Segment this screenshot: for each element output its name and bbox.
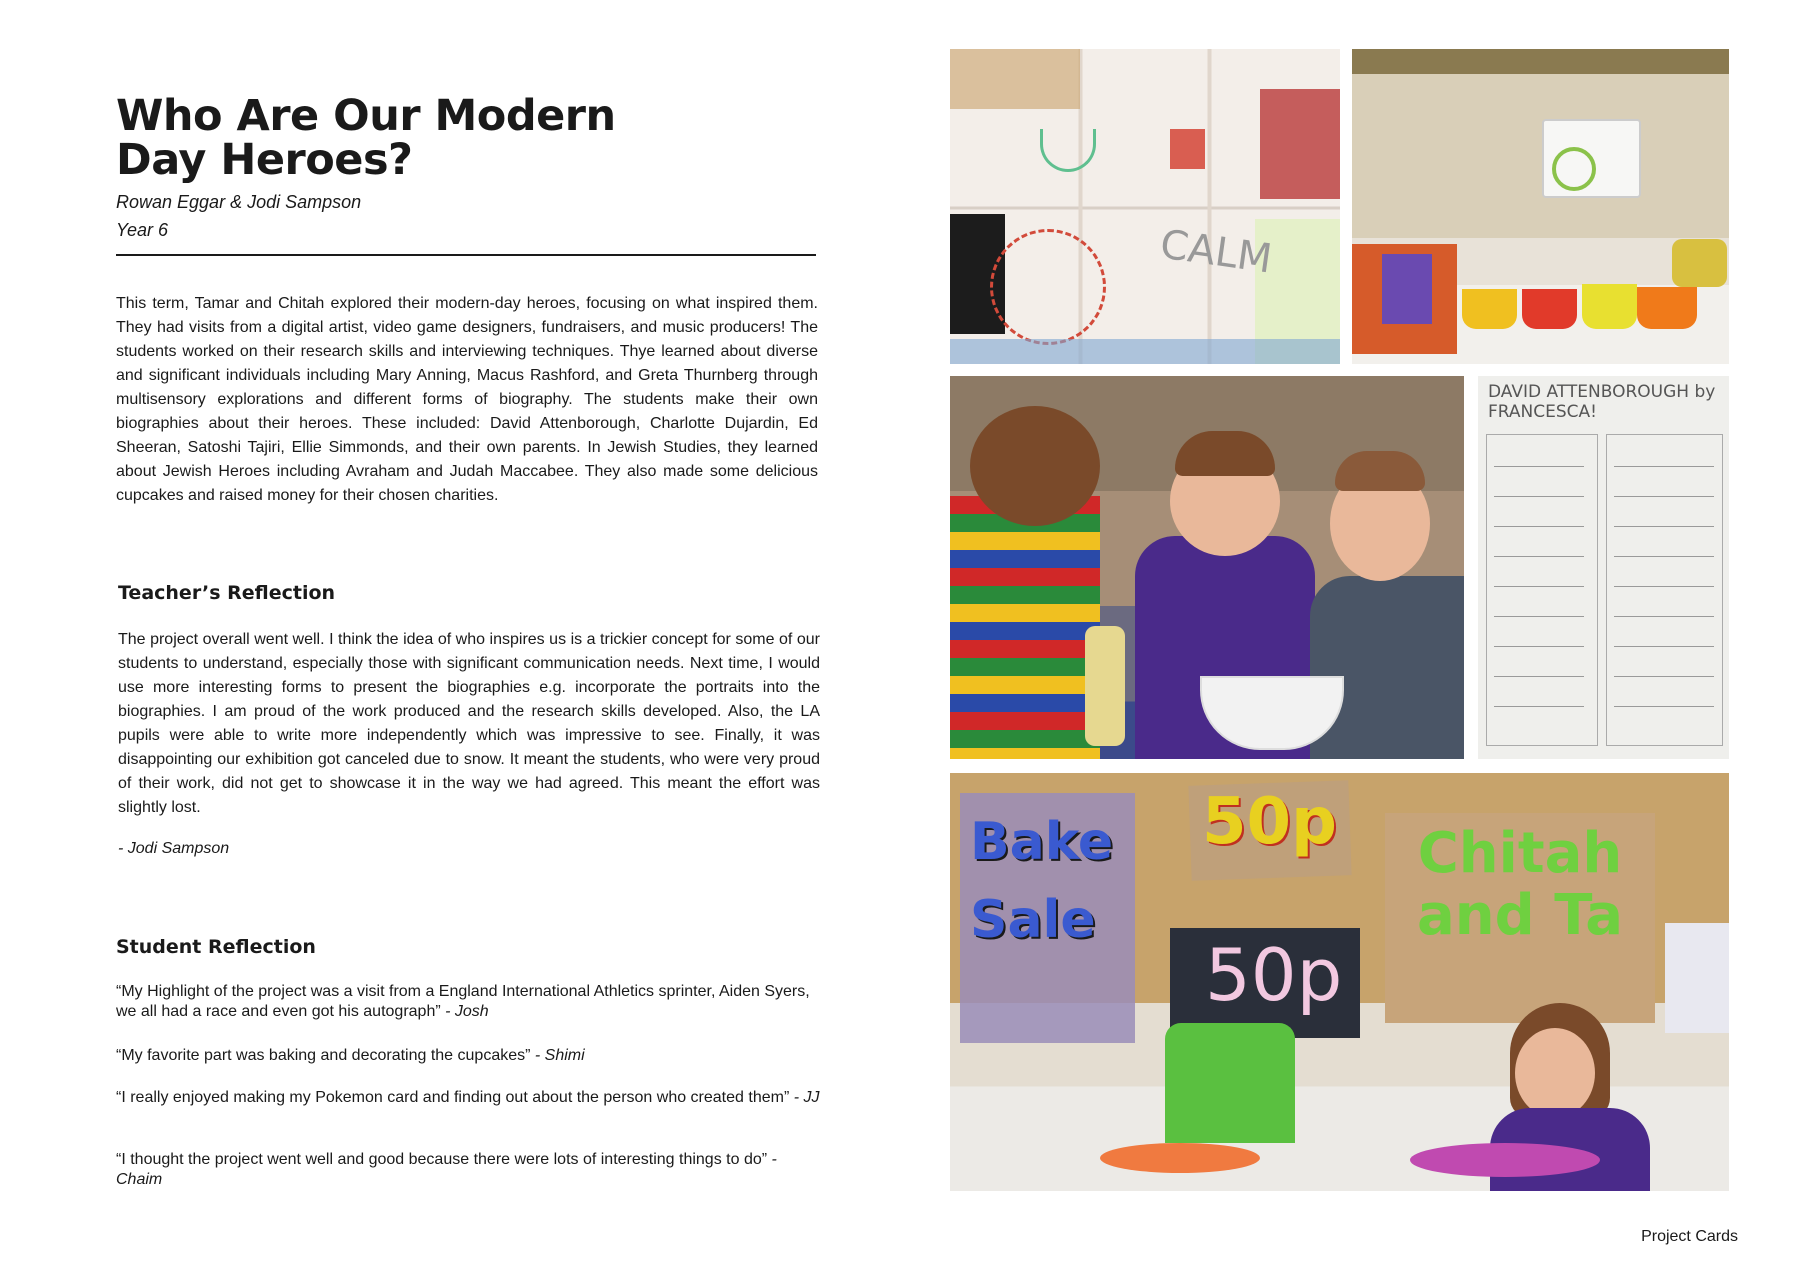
quote-text: “My favorite part was baking and decorating the cupcakes” bbox=[116, 1047, 531, 1064]
student-quote bbox=[116, 1088, 820, 1108]
quote-text: “I really enjoyed making my Pokemon card and finding out about the person who created them” bbox=[116, 1089, 790, 1106]
quote-author: - Josh bbox=[440, 1003, 489, 1020]
student-quote bbox=[116, 1150, 820, 1190]
authors: Rowan Eggar & Jodi Sampson bbox=[116, 192, 362, 212]
year-group: Year 6 bbox=[116, 220, 169, 240]
poster-title: DAVID ATTENBOROUGH by FRANCESCA! bbox=[1488, 382, 1716, 422]
intro-paragraph: This term, Tamar and Chitah explored their modern-day heroes, focusing on what inspired them. They had visits from a digital artist, video game designers, fundraisers, and music producers! The students worked on their research skills and interviewing techniques. Thye learned about diverse and significant individuals including Mary Anning, Macus Rashford, and Greta Thurnberg through multisensory explorations and different forms of biography. The students make their own biographies about their heroes. These included: David Attenborough, Charlotte Dujardin, Ed Sheeran, Satoshi Tajiri, Ellie Simmonds, and their own parents. In Jewish Studies, they learned about Jewish Heroes including Avraham and Judah Maccabee. They also made some delicious cupcakes and raised money for their chosen charities. bbox=[116, 295, 818, 504]
header bbox=[116, 91, 818, 508]
photo-quilt bbox=[950, 49, 1340, 364]
student-quote bbox=[116, 982, 820, 1022]
photo-bake-sale bbox=[950, 773, 1729, 1191]
footer-label: Project Cards bbox=[1641, 1228, 1738, 1245]
student-quote bbox=[116, 1046, 820, 1066]
page-title bbox=[116, 91, 818, 185]
quilt-word: CALM bbox=[1157, 221, 1275, 283]
teacher-signature: - Jodi Sampson bbox=[118, 840, 230, 857]
chitah-sign: Chitah and Ta bbox=[1416, 821, 1623, 948]
quote-author: - Shimi bbox=[530, 1047, 585, 1064]
quote-text: “I thought the project went well and good because there were lots of interesting things to do” bbox=[116, 1151, 768, 1168]
quote-author: - Chaim bbox=[116, 1151, 777, 1188]
title-line-2: Day Heroes? bbox=[116, 135, 413, 185]
photo-cupcakes bbox=[1352, 49, 1729, 364]
teacher-reflection-body: The project overall went well. I think the idea of who inspires us is a trickier concept for some of our students to understand, especially those with significant communication needs. Next time, I would use more interesting forms to present the biographies e.g. incorporate the portraits into the biographies. I am proud of the work produced and the research skills developed. Also, the LA pupils were able to write more independently which was impressive to see. Finally, it was disappointing our exhibition got canceled due to snow. It meant the students, who were very proud of their work, did not get to showcase it in the way we had agreed. This meant the effort was slightly lost. bbox=[118, 631, 820, 816]
title-line-1: Who Are Our Modern bbox=[116, 91, 616, 141]
photo-poster bbox=[1478, 376, 1729, 759]
quote-author: - JJ bbox=[789, 1089, 820, 1106]
bake-sale-sign: Bake Sale bbox=[970, 812, 1114, 950]
quote-text: “My Highlight of the project was a visit from a England International Athletics sprinter, Aiden Syers, we all had a race and even got his autograph” bbox=[116, 983, 810, 1020]
price-sign-2: 50p bbox=[1205, 933, 1343, 1017]
price-sign: 50p bbox=[1202, 785, 1337, 859]
photo-baking bbox=[950, 376, 1464, 759]
divider bbox=[116, 254, 816, 256]
teacher-reflection-heading: Teacher’s Reflection bbox=[118, 582, 336, 604]
student-reflection-heading: Student Reflection bbox=[116, 936, 316, 958]
